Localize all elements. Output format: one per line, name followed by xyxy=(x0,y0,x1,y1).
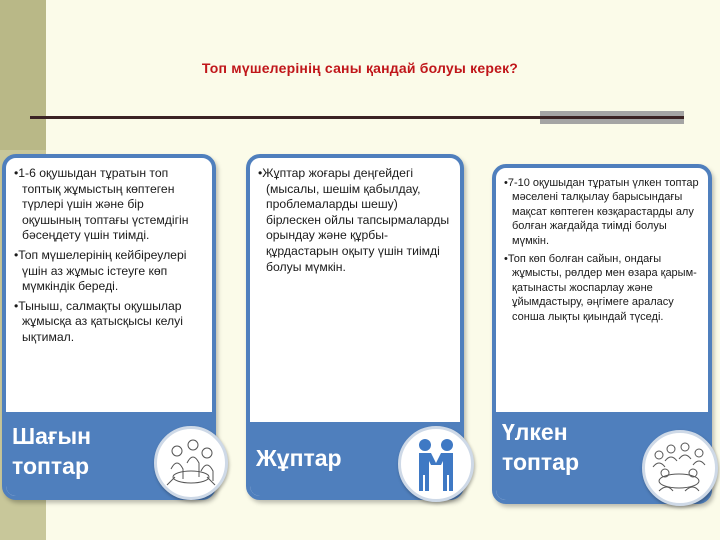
card-label: топтар xyxy=(12,453,90,479)
title-rule-line xyxy=(540,116,684,119)
bullet: •Тыныш, салмақты оқушылар жұмысқа аз қатысқысы келуі ықтимал. xyxy=(14,298,183,344)
card-large-groups-text xyxy=(496,168,708,328)
title-rule xyxy=(30,116,540,119)
card-small-groups-text xyxy=(6,158,212,350)
slide-title: Топ мүшелерінің саны қандай болуы керек? xyxy=(201,60,519,76)
card-pairs-text xyxy=(250,158,460,279)
bullet: •Топ көп болған сайын, ондағы жұмысты, рөлдер мен өзара қарым-қатынасты жоспарлау және ұйымдастыру, әңгімеге араласу сонша лықты қиындай түседі. xyxy=(504,253,697,323)
bullet: •1-6 оқушыдан тұратын топ топтық жұмыстың көптеген түрлері үшін және бір оқушының топтағы үстемдігін бәсеңдету үшін тиімді. xyxy=(14,166,189,243)
pair-handshake-icon xyxy=(398,426,474,502)
card-label: топтар xyxy=(502,449,580,475)
card-label: Үлкен xyxy=(502,419,568,445)
sidebar-strip-shade xyxy=(0,0,46,150)
card-label: Шағын xyxy=(12,423,92,449)
small-group-sketch-icon xyxy=(154,426,228,500)
bullet: •Топ мүшелерінің кейбіреулері үшін аз жұмыс істеуге көп мүмкіндік береді. xyxy=(14,247,187,294)
bullet: •7-10 оқушыдан тұратын үлкен топтар мәселені талқылау барысындағы мақсат көптеген көзқарастарды алу болған жағдайда тиімді болуы мүмкін. xyxy=(504,177,699,247)
card-label: Жұптар xyxy=(256,445,342,471)
large-group-sketch-icon xyxy=(642,430,718,506)
bullet: •Жұптар жоғары деңгейдегі (мысалы, шешім қабылдау, проблемаларды шешу) бірлескен ойлы тапсырмаларды орындау және құрбы-құрдастарын оқыту үшін тиімді болуы мүмкін. xyxy=(258,166,450,274)
